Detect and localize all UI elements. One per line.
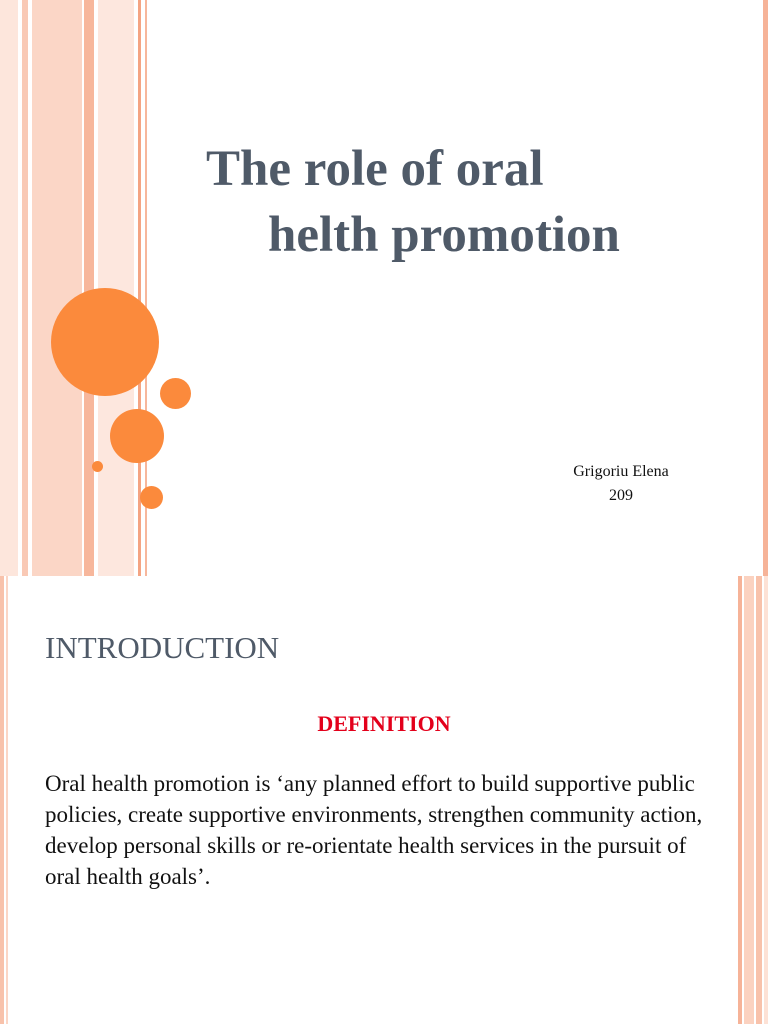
decorative-stripe [6, 576, 8, 1024]
decorative-circle [110, 409, 164, 463]
decorative-stripe [84, 0, 94, 576]
decorative-stripe [738, 576, 742, 1024]
decorative-circle [160, 378, 191, 409]
decorative-stripe [22, 0, 28, 576]
decorative-stripe [32, 0, 82, 576]
author-block [556, 460, 686, 508]
slide-title-line-1: The role of oral [206, 141, 544, 197]
decorative-stripe [763, 0, 768, 576]
decorative-stripe [0, 576, 4, 1024]
author-group: 209 [609, 487, 633, 504]
decorative-stripe [0, 0, 18, 576]
decorative-stripe [764, 576, 768, 1024]
decorative-circle [140, 486, 163, 509]
decorative-stripe [756, 576, 762, 1024]
decorative-circle [51, 288, 159, 396]
decorative-stripe [744, 576, 754, 1024]
decorative-circle [92, 461, 103, 472]
slide-title-line-2: helth promotion [268, 207, 620, 263]
decorative-stripe [138, 0, 141, 576]
definition-label-text: DEFINITION [317, 711, 451, 736]
definition-body: Oral health promotion is ‘any planned effort to build supportive public policies, create supportive environments, strengthen community action, develop personal skills or re-orientate health services in the pursuit of oral health goals’. [45, 771, 703, 889]
introduction-slide [0, 576, 768, 1024]
author-name: Grigoriu Elena [573, 463, 669, 480]
slide-title [206, 136, 746, 268]
definition-label [0, 710, 768, 738]
section-heading: INTRODUCTION [45, 630, 280, 665]
